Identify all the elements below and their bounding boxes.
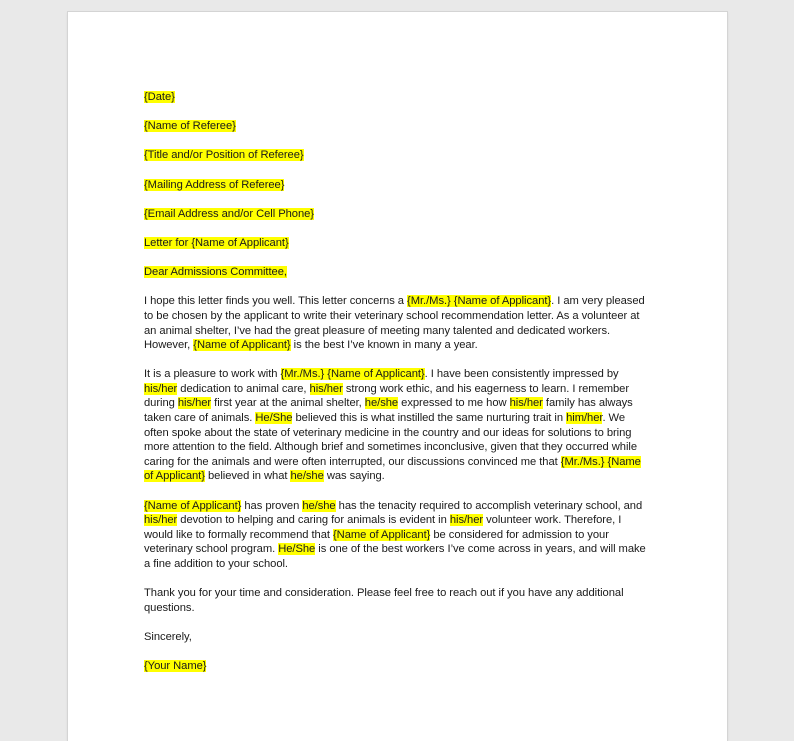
referee-name-line bbox=[144, 119, 652, 134]
text-run: dedication to animal care, bbox=[177, 382, 310, 395]
placeholder-highlight: him/her bbox=[566, 412, 603, 425]
placeholder-highlight: he/she bbox=[302, 499, 336, 512]
referee-title-line bbox=[144, 148, 652, 163]
date-line bbox=[144, 90, 652, 105]
placeholder-highlight: {Date} bbox=[144, 91, 175, 103]
referee-contact-line bbox=[144, 207, 652, 222]
placeholder-highlight: {Name of Referee} bbox=[144, 120, 236, 133]
paragraph-2 bbox=[144, 367, 652, 484]
document-page bbox=[68, 12, 727, 741]
placeholder-highlight: his/her bbox=[449, 514, 484, 527]
text-run: Sincerely, bbox=[144, 630, 192, 643]
letter-for-line bbox=[144, 236, 652, 251]
placeholder-highlight: {Email Address and/or Cell Phone} bbox=[144, 207, 314, 220]
placeholder-highlight: {Mr./Ms.} {Name of Applicant} bbox=[144, 455, 641, 483]
text-run: believed this is what instilled the same nurturing trait in bbox=[292, 412, 567, 425]
salutation bbox=[144, 265, 652, 280]
paragraph-4 bbox=[144, 586, 652, 615]
text-run: Thank you for your time and consideration. Please feel free to reach out if you have any additional questions. bbox=[144, 587, 624, 614]
placeholder-highlight: his/her bbox=[144, 514, 178, 527]
text-run: first year at the animal shelter, bbox=[211, 397, 365, 410]
placeholder-highlight: his/her bbox=[509, 397, 543, 410]
text-run: expressed to me how bbox=[398, 397, 510, 410]
referee-address-line bbox=[144, 178, 652, 193]
placeholder-highlight: {Name of Applicant} bbox=[193, 339, 291, 352]
placeholder-highlight: {Mr./Ms.} {Name of Applicant} bbox=[280, 368, 425, 381]
placeholder-highlight: {Mailing Address of Referee} bbox=[144, 178, 285, 191]
text-run: It is a pleasure to work with bbox=[144, 368, 281, 381]
text-run: believed in what bbox=[204, 470, 291, 483]
text-run: . I have been consistently impressed by bbox=[424, 368, 619, 381]
placeholder-highlight: he/she bbox=[364, 397, 399, 410]
placeholder-highlight: he/she bbox=[290, 470, 324, 483]
text-run: is one of the best workers I’ve come across in years, and will make a fine addition to your school. bbox=[144, 543, 646, 570]
placeholder-highlight: Letter for {Name of Applicant} bbox=[144, 236, 289, 249]
paragraph-1 bbox=[144, 294, 652, 352]
placeholder-highlight: his/her bbox=[309, 382, 343, 395]
placeholder-highlight: his/her bbox=[144, 382, 178, 395]
text-run: . We often spoke about the state of veterinary medicine in the country and our ideas for solutions to bring more attention to the field. Although brief and sometimes inconclusive, given that they occurred while caring for the animals and were often interrupted, our discussions convinced me that bbox=[144, 412, 638, 468]
text-run: I hope this letter finds you well. This letter concerns a bbox=[144, 295, 408, 308]
text-run: strong work ethic, and his eagerness to learn. I remember during bbox=[144, 382, 630, 410]
text-run: be considered for admission to your veterinary school program. bbox=[144, 528, 609, 556]
signature-line bbox=[144, 659, 652, 674]
placeholder-highlight: {Name of Applicant} bbox=[144, 499, 242, 512]
placeholder-highlight: his/her bbox=[177, 397, 212, 410]
placeholder-highlight: He/She bbox=[255, 412, 293, 425]
text-run: is the best I’ve known in many a year. bbox=[290, 339, 478, 352]
text-run: devotion to helping and caring for animals is evident in bbox=[177, 514, 450, 527]
placeholder-highlight: {Name of Applicant} bbox=[333, 528, 431, 541]
closing-line bbox=[144, 630, 652, 645]
letter-body bbox=[144, 90, 652, 688]
text-run: was saying. bbox=[323, 470, 385, 483]
placeholder-highlight: {Title and/or Position of Referee} bbox=[144, 149, 304, 162]
text-run: family has always taken care of animals. bbox=[144, 397, 633, 425]
text-run: has proven bbox=[241, 499, 303, 512]
text-run: has the tenacity required to accomplish veterinary school, and bbox=[335, 499, 643, 512]
text-run: . I am very pleased to be chosen by the applicant to write their veterinary school recommendation letter. As a volunteer at an animal shelter, I’ve had the great pleasure of meeting many talented and dedicated workers. However, bbox=[144, 295, 645, 352]
placeholder-highlight: {Mr./Ms.} {Name of Applicant} bbox=[407, 295, 552, 308]
text-run: volunteer work. Therefore, I would like to formally recommend that bbox=[144, 514, 622, 541]
paragraph-3 bbox=[144, 499, 652, 572]
placeholder-highlight: {Your Name} bbox=[144, 660, 207, 673]
placeholder-highlight: Dear Admissions Committee, bbox=[144, 266, 287, 279]
placeholder-highlight: He/She bbox=[278, 543, 316, 556]
